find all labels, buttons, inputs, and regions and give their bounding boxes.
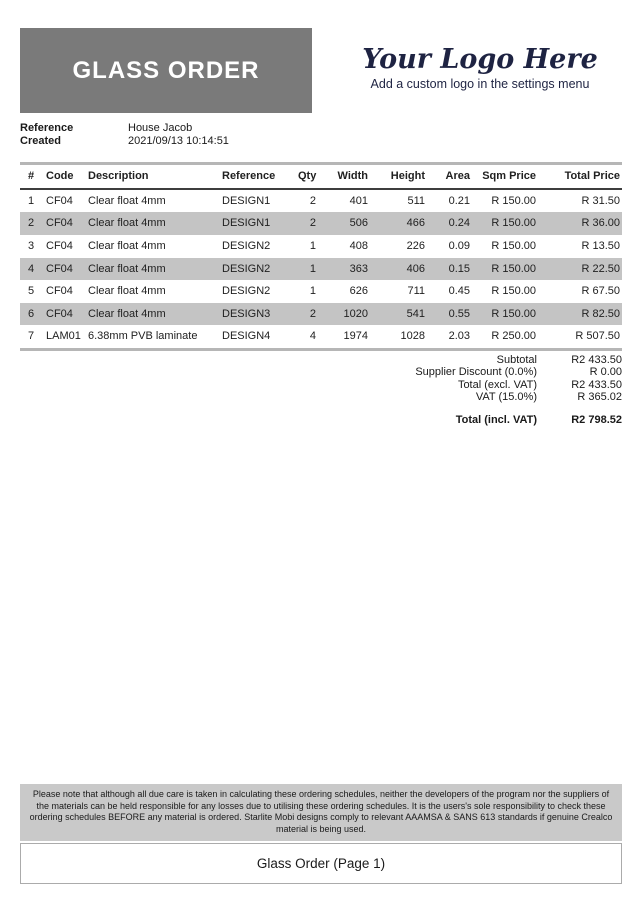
table-cell: 3 bbox=[28, 239, 35, 252]
totals-line bbox=[415, 391, 622, 403]
table-cell: 2 bbox=[309, 217, 316, 230]
table-cell: Clear float 4mm bbox=[88, 239, 166, 252]
table-cell: R 67.50 bbox=[581, 285, 620, 298]
table-cell: DESIGN2 bbox=[222, 262, 271, 275]
table-cell: 363 bbox=[349, 262, 368, 275]
table-cell: 226 bbox=[406, 239, 425, 252]
totals-label: Total (excl. VAT) bbox=[457, 378, 537, 391]
totals-line bbox=[415, 366, 622, 378]
items-body bbox=[20, 189, 622, 350]
table-cell: R 36.00 bbox=[581, 217, 620, 230]
table-cell: DESIGN1 bbox=[222, 194, 271, 207]
totals-value: R 0.00 bbox=[589, 366, 622, 379]
page-title: GLASS ORDER bbox=[72, 56, 260, 84]
table-cell: 0.15 bbox=[448, 262, 470, 275]
table-cell: 541 bbox=[406, 307, 425, 320]
table-cell: R 82.50 bbox=[581, 307, 620, 320]
table-cell: 466 bbox=[406, 217, 425, 230]
table-cell: DESIGN2 bbox=[222, 285, 271, 298]
table-cell: 1 bbox=[309, 262, 316, 275]
table-cell: 401 bbox=[349, 194, 368, 207]
table-cell: 1028 bbox=[370, 325, 427, 349]
column-header--: # bbox=[20, 164, 44, 189]
items-header-row bbox=[20, 164, 622, 189]
order-items-table bbox=[20, 162, 622, 351]
totals-line bbox=[415, 379, 622, 391]
meta-row bbox=[20, 122, 229, 135]
table-cell: 2.03 bbox=[427, 325, 472, 349]
table-cell: CF04 bbox=[46, 239, 73, 252]
table-cell: 626 bbox=[349, 285, 368, 298]
table-cell: 2 bbox=[309, 194, 316, 207]
logo-placeholder bbox=[352, 44, 608, 91]
table-row bbox=[20, 280, 622, 303]
table-cell: CF04 bbox=[46, 285, 73, 298]
meta-value: 2021/09/13 10:14:51 bbox=[128, 134, 229, 147]
totals-value: R2 433.50 bbox=[571, 354, 622, 366]
table-cell: CF04 bbox=[46, 217, 73, 230]
table-row bbox=[20, 212, 622, 235]
table-row bbox=[20, 303, 622, 326]
table-cell: 6.38mm PVB laminate bbox=[86, 325, 220, 349]
table-cell: R 150.00 bbox=[491, 194, 536, 207]
order-meta bbox=[20, 122, 229, 147]
table-cell: R 13.50 bbox=[581, 239, 620, 252]
table-cell: 6 bbox=[28, 307, 35, 320]
table-cell: 4 bbox=[296, 325, 318, 349]
table-cell: 0.55 bbox=[448, 307, 470, 320]
table-cell: 1 bbox=[309, 285, 316, 298]
table-cell: 0.45 bbox=[448, 285, 470, 298]
totals-lines bbox=[415, 354, 622, 403]
table-cell: 408 bbox=[349, 239, 368, 252]
table-cell: Clear float 4mm bbox=[88, 285, 166, 298]
table-cell: R 250.00 bbox=[472, 325, 538, 349]
table-cell: LAM01 bbox=[44, 325, 86, 349]
table-row bbox=[20, 189, 622, 213]
column-header-area: Area bbox=[427, 164, 472, 189]
table-cell: R 150.00 bbox=[491, 217, 536, 230]
table-cell: 1 bbox=[309, 239, 316, 252]
grand-total-row bbox=[415, 414, 622, 427]
column-header-sqm-price: Sqm Price bbox=[472, 164, 538, 189]
table-cell: R 22.50 bbox=[581, 262, 620, 275]
column-header-height: Height bbox=[370, 164, 427, 189]
table-cell: DESIGN2 bbox=[222, 239, 271, 252]
table-cell: 2 bbox=[309, 307, 316, 320]
table-row bbox=[20, 325, 622, 349]
totals-value: R 365.02 bbox=[577, 390, 622, 403]
table-cell: R 507.50 bbox=[538, 325, 622, 349]
table-cell: CF04 bbox=[46, 194, 73, 207]
table-cell: CF04 bbox=[46, 262, 73, 275]
table-cell: 7 bbox=[20, 325, 44, 349]
page-footer-box bbox=[20, 843, 622, 884]
table-cell: R 150.00 bbox=[491, 239, 536, 252]
column-header-total-price: Total Price bbox=[538, 164, 622, 189]
meta-value: House Jacob bbox=[128, 122, 193, 134]
table-cell: 1020 bbox=[343, 307, 368, 320]
totals-line bbox=[415, 354, 622, 366]
table-cell: Clear float 4mm bbox=[88, 217, 166, 230]
table-cell: R 31.50 bbox=[581, 194, 620, 207]
table-cell: R 150.00 bbox=[491, 285, 536, 298]
table-cell: Clear float 4mm bbox=[88, 262, 166, 275]
column-header-code: Code bbox=[44, 164, 86, 189]
table-cell: 1974 bbox=[318, 325, 370, 349]
totals-label: Subtotal bbox=[496, 354, 537, 366]
table-cell: 4 bbox=[28, 262, 35, 275]
table-cell: DESIGN4 bbox=[220, 325, 296, 349]
logo-script-text: Your Logo Here bbox=[362, 44, 598, 75]
totals-section bbox=[415, 354, 622, 427]
disclaimer-text: Please note that although all due care is taken in calculating these ordering schedules, neither the developers of the program nor the suppliers of the materials can be held responsible for any losses due to utilising these ordering schedules. It is the users's sole responsibility to check these ordering schedules BEFORE any material is ordered. Starlite Mobi designs comply to relevant AAAMSA & SANS 613 standards if genuine Crealco material is being used. bbox=[20, 784, 622, 841]
totals-label: Supplier Discount (0.0%) bbox=[415, 366, 537, 379]
meta-row bbox=[20, 135, 229, 148]
grand-total-value: R2 798.52 bbox=[571, 414, 622, 427]
table-cell: 0.21 bbox=[448, 194, 470, 207]
table-cell: CF04 bbox=[46, 307, 73, 320]
table-cell: 0.24 bbox=[448, 217, 470, 230]
table-cell: 506 bbox=[349, 217, 368, 230]
meta-label: Created bbox=[20, 134, 61, 147]
grand-total-label: Total (incl. VAT) bbox=[455, 414, 537, 427]
table-row bbox=[20, 235, 622, 258]
column-header-description: Description bbox=[86, 164, 220, 189]
meta-label: Reference bbox=[20, 122, 74, 134]
column-header-reference: Reference bbox=[220, 164, 296, 189]
logo-subtitle: Add a custom logo in the settings menu bbox=[370, 77, 590, 92]
totals-value: R2 433.50 bbox=[571, 378, 622, 391]
table-cell: DESIGN3 bbox=[222, 307, 271, 320]
table-cell: 711 bbox=[407, 285, 425, 298]
page-footer-label: Glass Order (Page 1) bbox=[256, 856, 386, 871]
table-cell: 2 bbox=[28, 217, 35, 230]
column-header-width: Width bbox=[318, 164, 370, 189]
document-title-banner bbox=[20, 28, 312, 113]
table-cell: 0.09 bbox=[448, 239, 470, 252]
table-cell: 511 bbox=[407, 194, 425, 207]
table-cell: Clear float 4mm bbox=[88, 194, 166, 207]
table-cell: 1 bbox=[28, 194, 35, 207]
totals-label: VAT (15.0%) bbox=[475, 390, 537, 403]
table-cell: R 150.00 bbox=[491, 307, 536, 320]
table-cell: 406 bbox=[406, 262, 425, 275]
table-cell: R 150.00 bbox=[491, 262, 536, 275]
table-cell: 5 bbox=[28, 285, 35, 298]
table-cell: Clear float 4mm bbox=[88, 307, 166, 320]
table-cell: DESIGN1 bbox=[222, 217, 271, 230]
column-header-qty: Qty bbox=[296, 164, 318, 189]
table-row bbox=[20, 258, 622, 281]
